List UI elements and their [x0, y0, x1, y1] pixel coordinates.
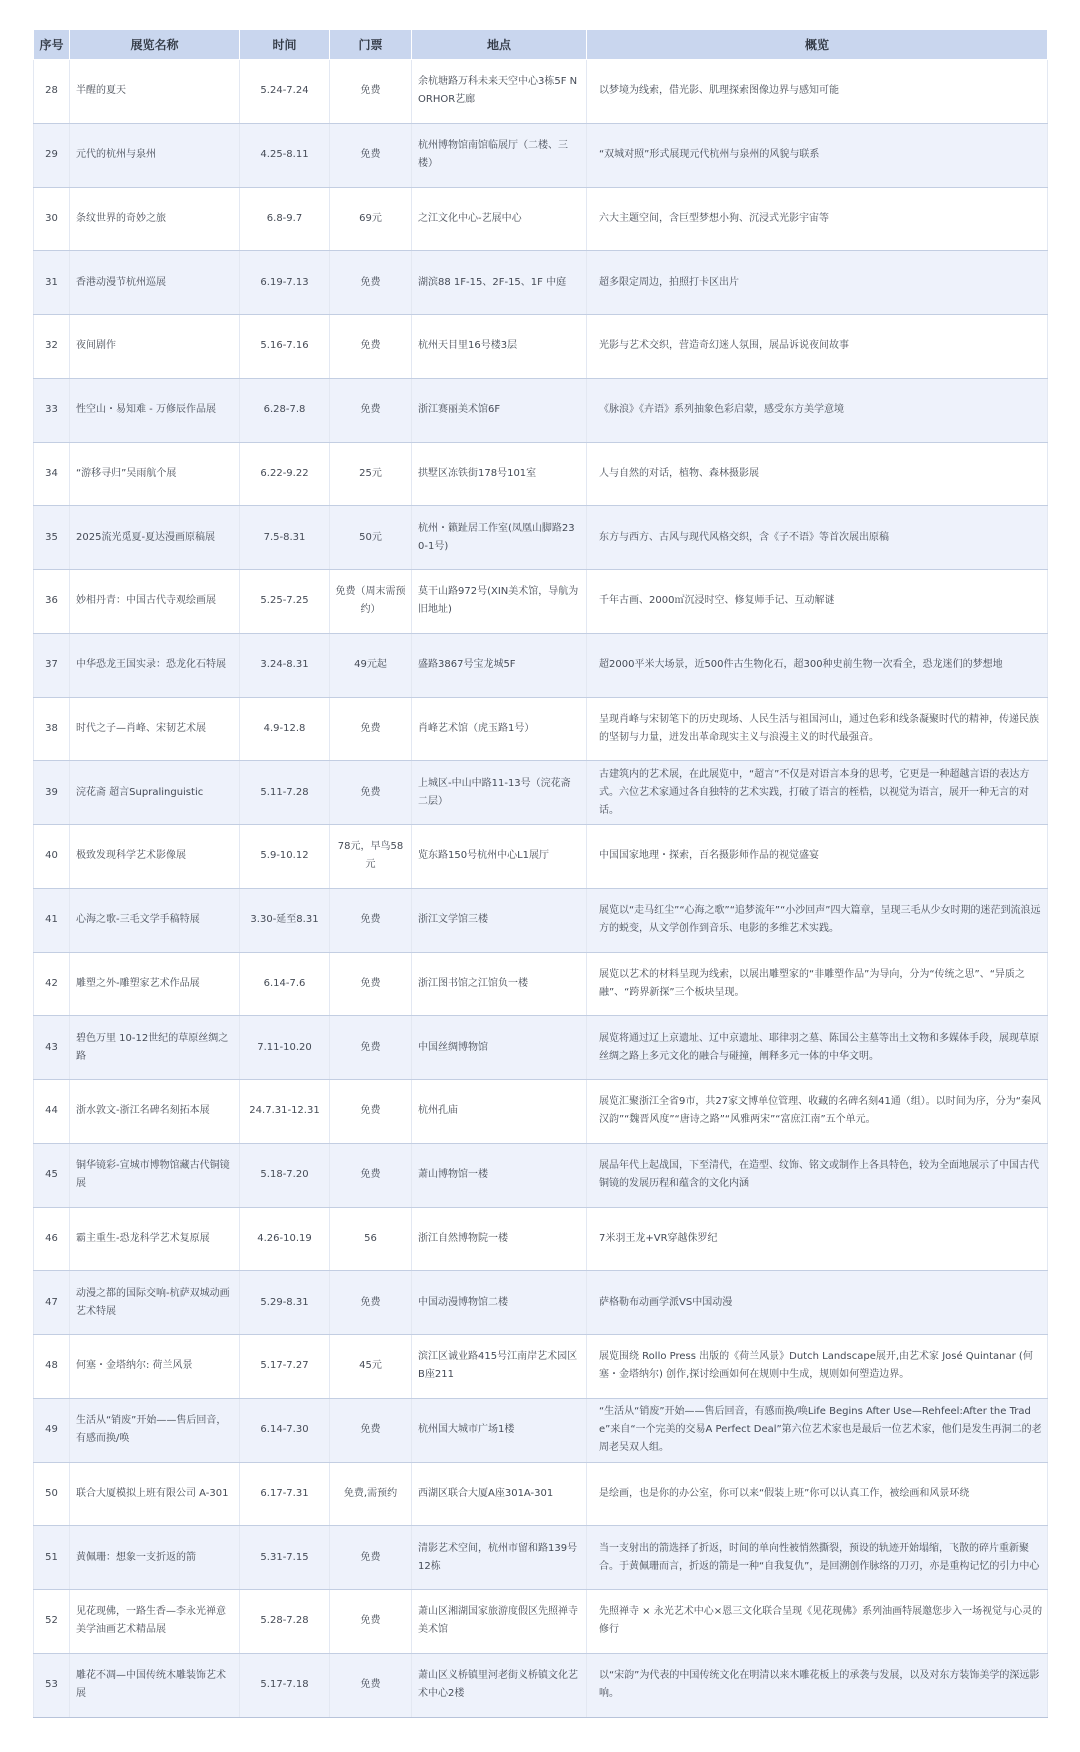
cell-exhibition-name: 雕花不凋—中国传统木雕装饰艺术展 — [70, 1653, 240, 1717]
cell-time: 6.8-9.7 — [240, 187, 330, 251]
cell-ticket: 免费 — [330, 697, 412, 761]
header-exhibition-name: 展览名称 — [70, 30, 240, 60]
cell-exhibition-name: 浣花斋 超言Supralinguistic — [70, 761, 240, 825]
cell-number: 43 — [34, 1016, 70, 1080]
cell-location: 湖滨88 1F-15、2F-15、1F 中庭 — [412, 251, 587, 315]
table-row — [34, 1143, 1048, 1207]
cell-ticket: 50元 — [330, 506, 412, 570]
cell-location: 肖峰艺术馆（虎玉路1号） — [412, 697, 587, 761]
table-header-row — [34, 30, 1048, 60]
cell-overview: 萨格勒布动画学派VS中国动漫 — [587, 1271, 1048, 1335]
cell-ticket: 免费 — [330, 952, 412, 1016]
cell-exhibition-name: 极致发现科学艺术影像展 — [70, 825, 240, 889]
cell-number: 34 — [34, 442, 70, 506]
cell-exhibition-name: 中华恐龙王国实录：恐龙化石特展 — [70, 633, 240, 697]
cell-overview: 以梦境为线索，借光影、肌理探索图像边界与感知可能 — [587, 60, 1048, 124]
cell-number: 49 — [34, 1398, 70, 1462]
cell-ticket: 免费 — [330, 1080, 412, 1144]
cell-time: 7.11-10.20 — [240, 1016, 330, 1080]
cell-overview: 当一支射出的箭选择了折返，时间的单向性被悄然撕裂，预设的轨迹开始塌缩，飞散的碎片重新聚合。于黄佩珊而言，折返的箭是一种“自我复仇”，是回溯创作脉络的刀刃，亦是重构记忆的引力中心 — [587, 1526, 1048, 1590]
cell-location: 萧山区义桥镇里河老街义桥镇文化艺术中心2楼 — [412, 1653, 587, 1717]
cell-ticket: 免费 — [330, 1590, 412, 1654]
cell-time: 4.9-12.8 — [240, 697, 330, 761]
cell-time: 5.17-7.18 — [240, 1653, 330, 1717]
table-row — [34, 888, 1048, 952]
cell-ticket: 免费 — [330, 123, 412, 187]
cell-overview: 六大主题空间，含巨型梦想小狗、沉浸式光影宇宙等 — [587, 187, 1048, 251]
cell-number: 31 — [34, 251, 70, 315]
cell-ticket: 免费 — [330, 315, 412, 379]
cell-location: 杭州・籁趾居工作室(凤凰山脚路230-1号) — [412, 506, 587, 570]
cell-ticket: 49元起 — [330, 633, 412, 697]
cell-number: 29 — [34, 123, 70, 187]
exhibition-table-wrapper — [33, 29, 1047, 1718]
cell-exhibition-name: 香港动漫节杭州巡展 — [70, 251, 240, 315]
cell-overview: 展品年代上起战国，下至清代，在造型、纹饰、铭文或制作上各具特色，较为全面地展示了中国古代铜镜的发展历程和蕴含的文化内涵 — [587, 1143, 1048, 1207]
cell-exhibition-name: 生活从“销废”开始——售后回音，有感而换/唤 — [70, 1398, 240, 1462]
cell-overview: “生活从“销废”开始——售后回音，有感而换/唤Life Begins After Use—Rehfeel:After the Trade”来自“一个完美的交易A Perfect Deal”第六位艺术家也是最后一位艺术家，他们是发生再洞二的老周老吴双人组。 — [587, 1398, 1048, 1462]
cell-number: 39 — [34, 761, 70, 825]
cell-time: 7.5-8.31 — [240, 506, 330, 570]
cell-number: 33 — [34, 378, 70, 442]
cell-time: 6.22-9.22 — [240, 442, 330, 506]
cell-exhibition-name: 时代之子—肖峰、宋韧艺术展 — [70, 697, 240, 761]
cell-location: 上城区-中山中路11-13号（浣花斋二层） — [412, 761, 587, 825]
cell-time: 6.28-7.8 — [240, 378, 330, 442]
cell-number: 37 — [34, 633, 70, 697]
cell-overview: 以“宋韵”为代表的中国传统文化在明清以来木雕花板上的承袭与发展，以及对东方装饰美学的深远影响。 — [587, 1653, 1048, 1717]
table-row — [34, 123, 1048, 187]
cell-time: 4.26-10.19 — [240, 1207, 330, 1271]
table-row — [34, 761, 1048, 825]
cell-number: 28 — [34, 60, 70, 124]
cell-location: 萧山区湘湖国家旅游度假区先照禅寺美术馆 — [412, 1590, 587, 1654]
table-row — [34, 952, 1048, 1016]
table-row — [34, 570, 1048, 634]
table-row — [34, 825, 1048, 889]
cell-overview: 展览汇聚浙江全省9市，共27家文博单位管理、收藏的名碑名刻41通（组）。以时间为序，分为“秦风汉韵”“魏晋风度”“唐诗之路”“风雅两宋”“富庶江南”五个单元。 — [587, 1080, 1048, 1144]
cell-location: 浙江自然博物院一楼 — [412, 1207, 587, 1271]
cell-overview: 东方与西方、古风与现代风格交织，含《子不语》等首次展出原稿 — [587, 506, 1048, 570]
table-row — [34, 633, 1048, 697]
cell-time: 5.31-7.15 — [240, 1526, 330, 1590]
header-overview: 概览 — [587, 30, 1048, 60]
cell-number: 47 — [34, 1271, 70, 1335]
table-row — [34, 1335, 1048, 1399]
cell-ticket: 免费 — [330, 1653, 412, 1717]
cell-time: 3.30-延至8.31 — [240, 888, 330, 952]
cell-number: 36 — [34, 570, 70, 634]
cell-exhibition-name: 夜间剧作 — [70, 315, 240, 379]
cell-overview: 超2000平米大场景，近500件古生物化石，超300种史前生物一次看全，恐龙迷们的梦想地 — [587, 633, 1048, 697]
table-row — [34, 1398, 1048, 1462]
cell-exhibition-name: 妙相丹青：中国古代寺观绘画展 — [70, 570, 240, 634]
cell-ticket: 25元 — [330, 442, 412, 506]
cell-ticket: 56 — [330, 1207, 412, 1271]
table-row — [34, 378, 1048, 442]
cell-time: 6.14-7.30 — [240, 1398, 330, 1462]
cell-location: 萧山博物馆一楼 — [412, 1143, 587, 1207]
cell-time: 5.17-7.27 — [240, 1335, 330, 1399]
table-row — [34, 1462, 1048, 1526]
cell-overview: 展览以“走马红尘”“心海之歌”“追梦流年”“小沙回声”四大篇章，呈现三毛从少女时期的迷茫到流浪远方的蜕变，从文学创作到音乐、电影的多维艺术实践。 — [587, 888, 1048, 952]
cell-ticket: 免费 — [330, 1016, 412, 1080]
table-row — [34, 187, 1048, 251]
cell-number: 38 — [34, 697, 70, 761]
cell-overview: 7米羽王龙+VR穿越侏罗纪 — [587, 1207, 1048, 1271]
cell-number: 32 — [34, 315, 70, 379]
cell-exhibition-name: 雕塑之外-雕塑家艺术作品展 — [70, 952, 240, 1016]
cell-number: 45 — [34, 1143, 70, 1207]
cell-overview: “双城对照”形式展现元代杭州与泉州的风貌与联系 — [587, 123, 1048, 187]
cell-exhibition-name: 半醒的夏天 — [70, 60, 240, 124]
cell-number: 48 — [34, 1335, 70, 1399]
cell-location: 中国丝绸博物馆 — [412, 1016, 587, 1080]
cell-number: 51 — [34, 1526, 70, 1590]
cell-ticket: 免费 — [330, 888, 412, 952]
cell-ticket: 免费 — [330, 1526, 412, 1590]
cell-number: 30 — [34, 187, 70, 251]
cell-location: 浙江赛丽美术馆6F — [412, 378, 587, 442]
cell-ticket: 免费,需预约 — [330, 1462, 412, 1526]
cell-ticket: 免费 — [330, 1271, 412, 1335]
header-time: 时间 — [240, 30, 330, 60]
cell-overview: 中国国家地理・探索，百名摄影师作品的视觉盛宴 — [587, 825, 1048, 889]
cell-overview: 光影与艺术交织，营造奇幻迷人氛围，展品诉说夜间故事 — [587, 315, 1048, 379]
cell-exhibition-name: 黄佩珊：想象一支折返的箭 — [70, 1526, 240, 1590]
cell-number: 41 — [34, 888, 70, 952]
cell-time: 5.29-8.31 — [240, 1271, 330, 1335]
cell-overview: 展览将通过辽上京遗址、辽中京遗址、耶律羽之墓、陈国公主墓等出土文物和多媒体手段，展现草原丝绸之路上多元文化的融合与碰撞，阐释多元一体的中华文明。 — [587, 1016, 1048, 1080]
cell-location: 余杭塘路万科未来天空中心3栋5F NORHOR艺廊 — [412, 60, 587, 124]
table-body — [34, 60, 1048, 1718]
cell-exhibition-name: 见花现佛，一路生香—李永光禅意美学油画艺术精品展 — [70, 1590, 240, 1654]
cell-time: 5.16-7.16 — [240, 315, 330, 379]
cell-location: 盛路3867号宝龙城5F — [412, 633, 587, 697]
cell-overview: 展览围绕 Rollo Press 出版的《荷兰风景》Dutch Landscape展开,由艺术家 José Quintanar (何塞・金塔纳尔) 创作,探讨绘画如何在规则中生成，规则如何塑造边界。 — [587, 1335, 1048, 1399]
cell-number: 40 — [34, 825, 70, 889]
cell-exhibition-name: 铜华镜彩-宣城市博物馆藏古代铜镜展 — [70, 1143, 240, 1207]
table-row — [34, 1526, 1048, 1590]
cell-time: 6.14-7.6 — [240, 952, 330, 1016]
cell-exhibition-name: 联合大厦模拟上班有限公司 A-301 — [70, 1462, 240, 1526]
cell-ticket: 免费 — [330, 60, 412, 124]
cell-exhibition-name: 浙水敦文-浙江名碑名刻拓本展 — [70, 1080, 240, 1144]
cell-overview: 是绘画，也是你的办公室，你可以来“假装上班”你可以认真工作，被绘画和风景环绕 — [587, 1462, 1048, 1526]
exhibition-table — [33, 29, 1048, 1718]
cell-ticket: 免费 — [330, 1398, 412, 1462]
cell-time: 5.28-7.28 — [240, 1590, 330, 1654]
header-location: 地点 — [412, 30, 587, 60]
cell-location: 莫干山路972号(XIN美术馆，导航为旧地址) — [412, 570, 587, 634]
cell-exhibition-name: 碧色万里 10-12世纪的草原丝绸之路 — [70, 1016, 240, 1080]
cell-ticket: 免费 — [330, 1143, 412, 1207]
cell-ticket: 免费 — [330, 378, 412, 442]
cell-time: 24.7.31-12.31 — [240, 1080, 330, 1144]
cell-time: 5.18-7.20 — [240, 1143, 330, 1207]
table-row — [34, 1271, 1048, 1335]
cell-time: 6.19-7.13 — [240, 251, 330, 315]
cell-number: 44 — [34, 1080, 70, 1144]
cell-location: 览东路150号杭州中心L1展厅 — [412, 825, 587, 889]
cell-overview: 《脉浪》《卉语》系列抽象色彩启蒙，感受东方美学意境 — [587, 378, 1048, 442]
cell-number: 35 — [34, 506, 70, 570]
cell-ticket: 78元，早鸟58元 — [330, 825, 412, 889]
cell-exhibition-name: “游移寻归”吴雨航个展 — [70, 442, 240, 506]
cell-time: 4.25-8.11 — [240, 123, 330, 187]
cell-overview: 人与自然的对话，植物、森林摄影展 — [587, 442, 1048, 506]
cell-location: 杭州天目里16号楼3层 — [412, 315, 587, 379]
table-row — [34, 506, 1048, 570]
cell-overview: 千年古画、2000㎡沉浸时空、修复师手记、互动解谜 — [587, 570, 1048, 634]
cell-location: 清影艺术空间，杭州市留和路139号12栋 — [412, 1526, 587, 1590]
table-row — [34, 251, 1048, 315]
cell-number: 50 — [34, 1462, 70, 1526]
cell-ticket: 免费 — [330, 251, 412, 315]
table-row — [34, 697, 1048, 761]
cell-location: 中国动漫博物馆二楼 — [412, 1271, 587, 1335]
header-ticket: 门票 — [330, 30, 412, 60]
cell-time: 5.25-7.25 — [240, 570, 330, 634]
table-row — [34, 1590, 1048, 1654]
table-row — [34, 442, 1048, 506]
cell-location: 浙江文学馆三楼 — [412, 888, 587, 952]
header-number: 序号 — [34, 30, 70, 60]
cell-location: 杭州博物馆南馆临展厅（二楼、三楼） — [412, 123, 587, 187]
cell-number: 42 — [34, 952, 70, 1016]
table-row — [34, 1207, 1048, 1271]
cell-exhibition-name: 元代的杭州与泉州 — [70, 123, 240, 187]
cell-location: 杭州孔庙 — [412, 1080, 587, 1144]
cell-exhibition-name: 何塞・金塔纳尔: 荷兰风景 — [70, 1335, 240, 1399]
cell-location: 拱墅区冻铁街178号101室 — [412, 442, 587, 506]
cell-overview: 呈现肖峰与宋韧笔下的历史现场、人民生活与祖国河山，通过色彩和线条凝聚时代的精神，传递民族的坚韧与力量，迸发出革命现实主义与浪漫主义的时代最强音。 — [587, 697, 1048, 761]
cell-exhibition-name: 霸主重生-恐龙科学艺术复原展 — [70, 1207, 240, 1271]
cell-overview: 超多限定周边，拍照打卡区出片 — [587, 251, 1048, 315]
table-row — [34, 1653, 1048, 1717]
cell-ticket: 45元 — [330, 1335, 412, 1399]
cell-ticket: 免费（周末需预约） — [330, 570, 412, 634]
table-row — [34, 1016, 1048, 1080]
cell-exhibition-name: 条纹世界的奇妙之旅 — [70, 187, 240, 251]
cell-time: 5.11-7.28 — [240, 761, 330, 825]
cell-overview: 古建筑内的艺术展，在此展览中，“超言”不仅是对语言本身的思考，它更是一种超越言语的表达方式。六位艺术家通过各自独特的艺术实践，打破了语言的桎梏，以视觉为语言，展开一种无言的对话。 — [587, 761, 1048, 825]
cell-location: 杭州国大城市广场1楼 — [412, 1398, 587, 1462]
table-row — [34, 315, 1048, 379]
cell-time: 6.17-7.31 — [240, 1462, 330, 1526]
cell-overview: 展览以艺术的材料呈现为线索，以展出雕塑家的“非雕塑作品”为导向，分为“传统之思”、“异质之融”、“跨界新探”三个板块呈现。 — [587, 952, 1048, 1016]
cell-location: 之江文化中心-艺展中心 — [412, 187, 587, 251]
cell-location: 浙江图书馆之江馆负一楼 — [412, 952, 587, 1016]
table-row — [34, 1080, 1048, 1144]
cell-overview: 先照禅寺 × 永光艺术中心×恩三文化联合呈现《见花现佛》系列油画特展邀您步入一场视觉与心灵的修行 — [587, 1590, 1048, 1654]
cell-exhibition-name: 动漫之都的国际交响-杭萨双城动画艺术特展 — [70, 1271, 240, 1335]
cell-exhibition-name: 2025流光觅夏-夏达漫画原稿展 — [70, 506, 240, 570]
cell-location: 西湖区联合大厦A座301A-301 — [412, 1462, 587, 1526]
table-row — [34, 60, 1048, 124]
cell-number: 46 — [34, 1207, 70, 1271]
cell-time: 5.24-7.24 — [240, 60, 330, 124]
cell-ticket: 69元 — [330, 187, 412, 251]
cell-number: 53 — [34, 1653, 70, 1717]
cell-number: 52 — [34, 1590, 70, 1654]
cell-location: 滨江区诚业路415号江南岸艺术园区B座211 — [412, 1335, 587, 1399]
cell-time: 3.24-8.31 — [240, 633, 330, 697]
cell-exhibition-name: 心海之歌-三毛文学手稿特展 — [70, 888, 240, 952]
cell-time: 5.9-10.12 — [240, 825, 330, 889]
cell-exhibition-name: 性空山・易知难 - 万修辰作品展 — [70, 378, 240, 442]
cell-ticket: 免费 — [330, 761, 412, 825]
